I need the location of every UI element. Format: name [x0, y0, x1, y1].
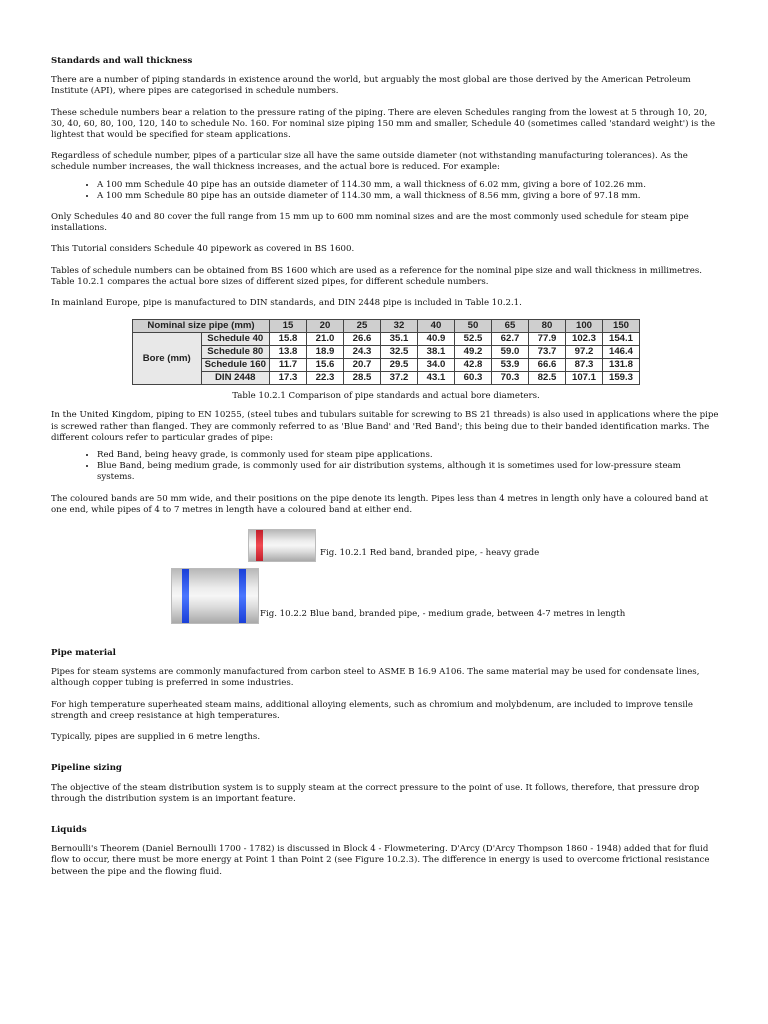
table-cell: 59.0 — [492, 346, 529, 359]
table-cell: 49.2 — [455, 346, 492, 359]
table-cell: 131.8 — [603, 359, 640, 372]
table-cell: 40.9 — [418, 333, 455, 346]
schedule-label: Schedule 80 — [201, 346, 270, 359]
blue-band-pipe-image — [171, 568, 259, 624]
size-header: 65 — [492, 320, 529, 333]
table-cell: 154.1 — [603, 333, 640, 346]
schedule-label: Schedule 160 — [201, 359, 270, 372]
table-cell: 70.3 — [492, 372, 529, 385]
table-row — [133, 372, 640, 385]
blue-band-marking-left — [182, 569, 189, 623]
table-cell: 87.3 — [566, 359, 603, 372]
table-cell: 42.8 — [455, 359, 492, 372]
table-cell: 35.1 — [381, 333, 418, 346]
size-header: 20 — [307, 320, 344, 333]
paragraph: For high temperature superheated steam mains, additional alloying elements, such as chromium and molybdenum, are included to improve tensile strength and creep resistance at high temperatures. — [51, 699, 693, 721]
table-cell: 24.3 — [344, 346, 381, 359]
table-cell: 22.3 — [307, 372, 344, 385]
table-cell: 107.1 — [566, 372, 603, 385]
paragraph: Pipes for steam systems are commonly manufactured from carbon steel to ASME B 16.9 A106. The same material may be used for condensate lines, although copper tubing is preferred in some industries. — [51, 667, 700, 689]
table-cell: 17.3 — [270, 372, 307, 385]
red-band-marking — [256, 530, 263, 561]
table-cell: 102.3 — [566, 333, 603, 346]
table-cell: 28.5 — [344, 372, 381, 385]
paragraph: The coloured bands are 50 mm wide, and their positions on the pipe denote its length. Pipes less than 4 metres in length only have a coloured band at one end, while pipes of 4 to 7 metres in length have a coloured band at either end. — [51, 493, 709, 515]
list-item: • A 100 mm Schedule 80 pipe has an outside diameter of 114.30 mm, a wall thickness of 8.56 mm, giving a bore of 97.18 mm. — [97, 191, 721, 202]
table-cell: 53.9 — [492, 359, 529, 372]
grade-list — [51, 450, 721, 484]
pipe-standards-table-container — [132, 319, 721, 385]
paragraph: In mainland Europe, pipe is manufactured to DIN standards, and DIN 2448 pipe is included in Table 10.2.1. — [51, 298, 522, 309]
size-header: 50 — [455, 320, 492, 333]
table-cell: 37.2 — [381, 372, 418, 385]
paragraph: In the United Kingdom, piping to EN 10255, (steel tubes and tubulars suitable for screwing to BS 21 threads) is also used in applications where the pipe is screwed rather than flanged. They are commonly referred to as 'Blue Band' and 'Red Band'; this being due to their banded identification marks. The different colours refer to particular grades of pipe: — [51, 410, 719, 443]
pipe-figures — [51, 526, 721, 638]
table-cell: 20.7 — [344, 359, 381, 372]
paragraph: Regardless of schedule number, pipes of a particular size all have the same outside diameter (not withstanding manufacturing tolerances). As the schedule number increases, the wall thickness increases, and the actual bore is reduced. For example: — [51, 151, 688, 173]
blue-band-marking-right — [239, 569, 246, 623]
size-header: 15 — [270, 320, 307, 333]
paragraph: Typically, pipes are supplied in 6 metre lengths. — [51, 732, 261, 743]
list-item: • Red Band, being heavy grade, is commonly used for steam pipe applications. — [97, 450, 721, 461]
size-header: 40 — [418, 320, 455, 333]
table-cell: 18.9 — [307, 346, 344, 359]
size-header: 100 — [566, 320, 603, 333]
table-cell: 52.5 — [455, 333, 492, 346]
paragraph: These schedule numbers bear a relation to the pressure rating of the piping. There are eleven Schedules ranging from the lowest at 5 through 10, 20, 30, 40, 60, 80, 100, 120, 140 to schedule No. 160. For nominal size piping 150 mm and smaller, Schedule 40 (sometimes called 'standard weight') is the lightest that would be specified for steam applications. — [51, 107, 716, 141]
section-heading-material: Pipe material — [51, 648, 116, 659]
table-cell: 77.9 — [529, 333, 566, 346]
size-header: 80 — [529, 320, 566, 333]
section-heading-standards: Standards and wall thickness — [51, 56, 193, 66]
paragraph: This Tutorial considers Schedule 40 pipework as covered in BS 1600. — [51, 244, 355, 255]
table-cell: 66.6 — [529, 359, 566, 372]
schedule-label: Schedule 40 — [201, 333, 270, 346]
table-cell: 38.1 — [418, 346, 455, 359]
figure-caption-blue-band: Fig. 10.2.2 Blue band, branded pipe, - medium grade, between 4-7 metres in length — [260, 609, 626, 620]
table-cell: 29.5 — [381, 359, 418, 372]
table-cell: 146.4 — [603, 346, 640, 359]
size-header: 32 — [381, 320, 418, 333]
size-header: 150 — [603, 320, 640, 333]
table-cell: 159.3 — [603, 372, 640, 385]
list-item: • A 100 mm Schedule 40 pipe has an outside diameter of 114.30 mm, a wall thickness of 6.02 mm, giving a bore of 102.26 mm. — [97, 180, 721, 191]
paragraph: Only Schedules 40 and 80 cover the full range from 15 mm up to 600 mm nominal sizes and are the most commonly used schedule for steam pipe installations. — [51, 212, 689, 234]
table-row — [133, 346, 640, 359]
table-cell: 15.8 — [270, 333, 307, 346]
table-cell: 62.7 — [492, 333, 529, 346]
example-list — [51, 180, 721, 202]
table-cell: 26.6 — [344, 333, 381, 346]
paragraph: Tables of schedule numbers can be obtained from BS 1600 which are used as a reference for the nominal pipe size and wall thickness in millimetres. Table 10.2.1 compares the actual bore sizes of different sized pipes, for different schedule numbers. — [51, 265, 703, 287]
paragraph: There are a number of piping standards in existence around the world, but arguably the most global are those derived by the American Petroleum Institute (API), where pipes are categorised in schedule numbers. — [51, 75, 691, 97]
list-item: • Blue Band, being medium grade, is commonly used for air distribution systems, although it is sometimes used for low-pressure steam systems. — [97, 461, 721, 483]
table-cell: 82.5 — [529, 372, 566, 385]
table-cell: 97.2 — [566, 346, 603, 359]
section-heading-liquids: Liquids — [51, 824, 87, 835]
table-cell: 43.1 — [418, 372, 455, 385]
table-cell: 15.6 — [307, 359, 344, 372]
schedule-label: DIN 2448 — [201, 372, 270, 385]
table-cell: 21.0 — [307, 333, 344, 346]
red-band-pipe-image — [248, 529, 316, 562]
paragraph: The objective of the steam distribution system is to supply steam at the correct pressure to the point of use. It follows, therefore, that pressure drop through the distribution system is an important feature. — [51, 782, 700, 804]
document-page — [51, 56, 721, 888]
table-cell: 60.3 — [455, 372, 492, 385]
figure-caption-red-band: Fig. 10.2.1 Red band, branded pipe, - heavy grade — [320, 548, 540, 559]
pipe-standards-table — [132, 319, 640, 385]
size-header: 25 — [344, 320, 381, 333]
table-cell: 13.8 — [270, 346, 307, 359]
paragraph: Bernoulli's Theorem (Daniel Bernoulli 1700 - 1782) is discussed in Block 4 - Flowmetering. D'Arcy (D'Arcy Thompson 1860 - 1948) added that for fluid flow to occur, there must be more energy at Point 1 than Point 2 (see Figure 10.2.3). The difference in energy is used to overcome frictional resistance between the pipe and the flowing fluid. — [51, 844, 710, 877]
table-cell: 34.0 — [418, 359, 455, 372]
table-header-row — [133, 320, 640, 333]
bore-label: Bore (mm) — [133, 333, 202, 385]
table-row — [133, 359, 640, 372]
section-heading-sizing: Pipeline sizing — [51, 763, 122, 774]
nominal-size-header: Nominal size pipe (mm) — [133, 320, 270, 333]
table-cell: 32.5 — [381, 346, 418, 359]
table-caption: Table 10.2.1 Comparison of pipe standards and actual bore diameters. — [232, 391, 540, 402]
table-cell: 11.7 — [270, 359, 307, 372]
table-cell: 73.7 — [529, 346, 566, 359]
table-row — [133, 333, 640, 346]
